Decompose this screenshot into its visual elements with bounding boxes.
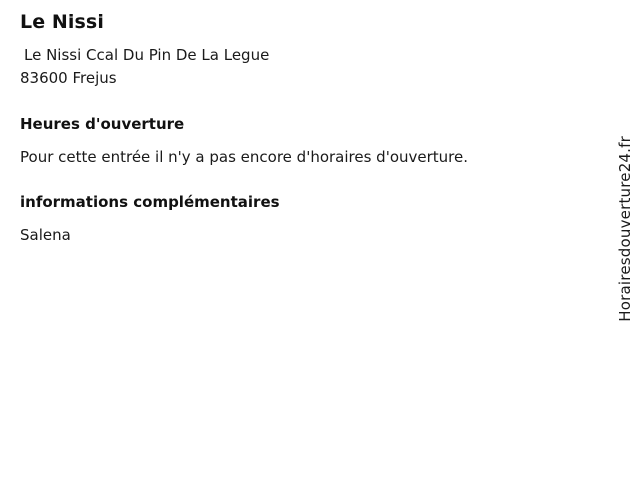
opening-hours-heading: Heures d'ouverture [20, 115, 185, 133]
spacer [20, 134, 580, 146]
opening-hours-text: Pour cette entrée il n'y a pas encore d'horaires d'ouverture. [20, 148, 469, 166]
address-line-1: Le Nissi Ccal Du Pin De La Legue [24, 46, 270, 64]
spacer [20, 90, 580, 114]
address-line-2: 83600 Frejus [20, 69, 117, 87]
spacer [20, 168, 580, 192]
page-title: Le Nissi [20, 11, 104, 33]
site-watermark: Horairesdouverture24.fr [616, 136, 634, 322]
spacer [20, 212, 580, 224]
content-column [20, 10, 580, 246]
additional-info-text: Salena [20, 226, 71, 244]
additional-info-heading: informations complémentaires [20, 193, 280, 211]
